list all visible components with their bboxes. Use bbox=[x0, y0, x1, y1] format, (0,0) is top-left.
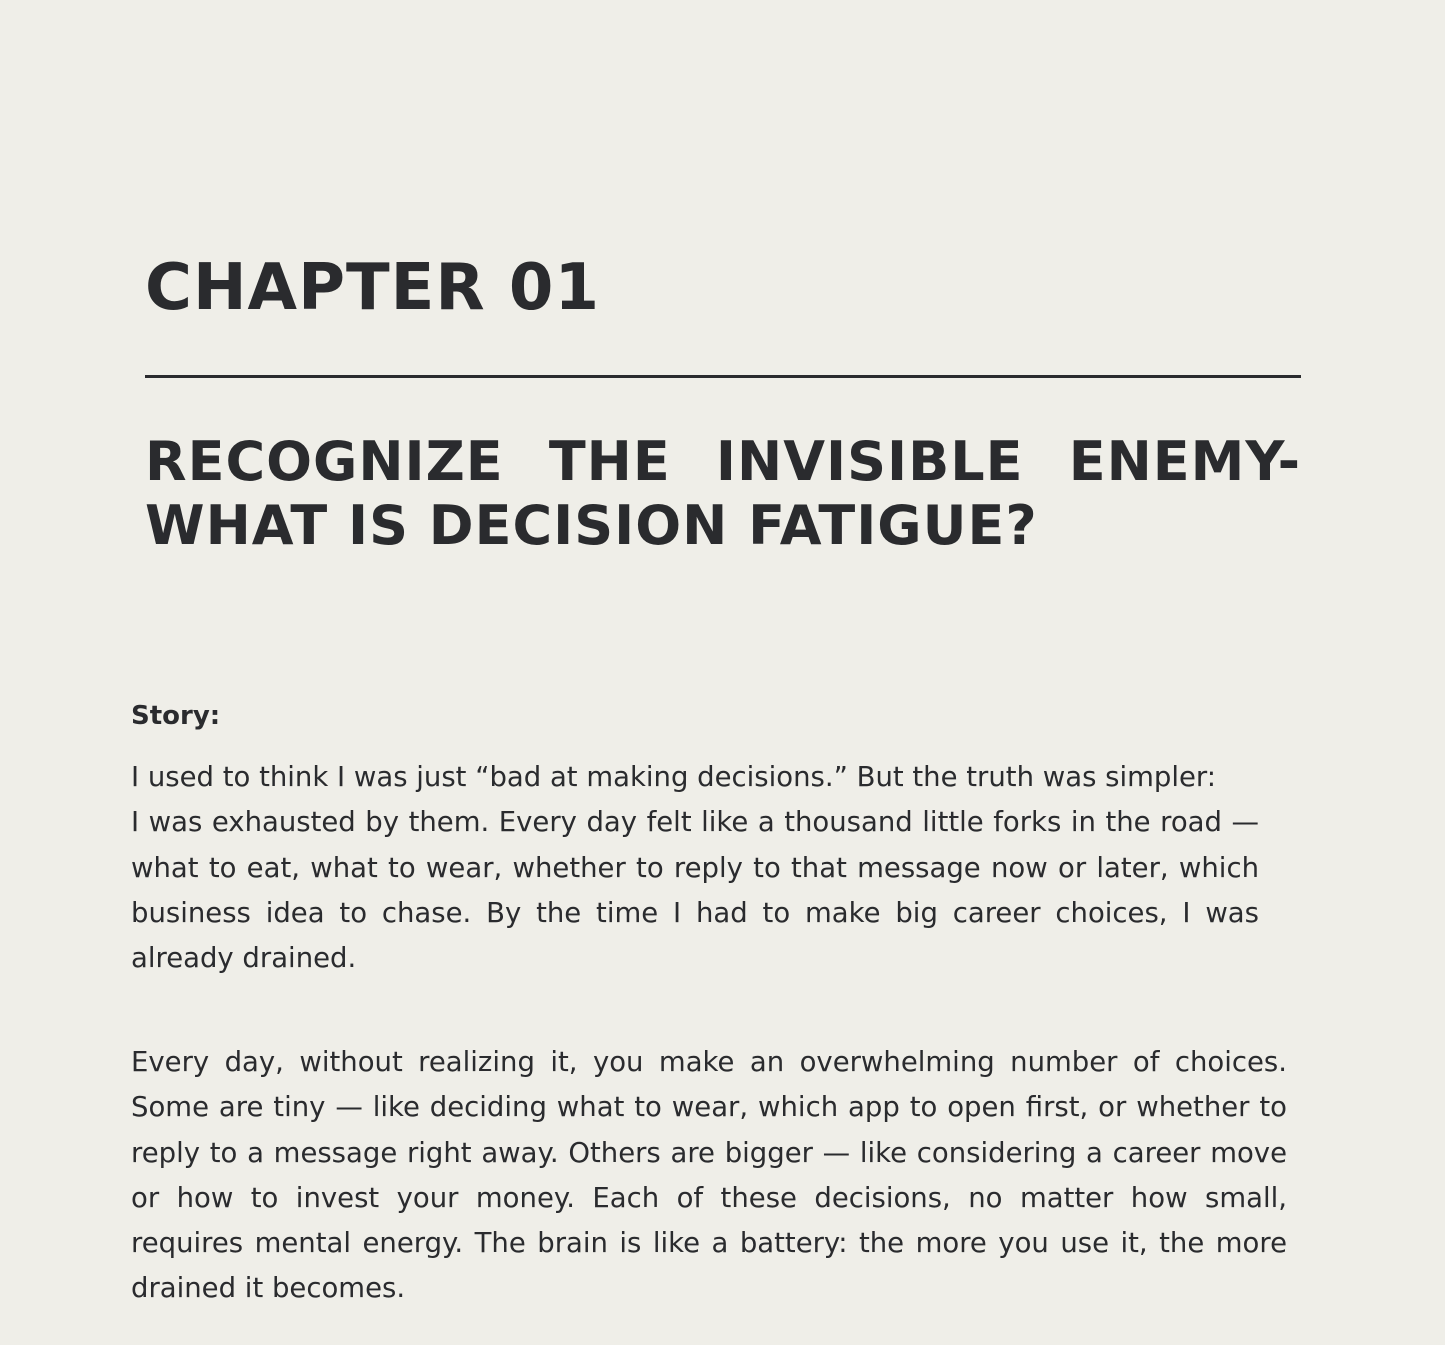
chapter-title bbox=[145, 430, 1301, 558]
title-word: ENEMY- bbox=[1068, 430, 1301, 493]
title-word: RECOGNIZE bbox=[145, 430, 504, 493]
title-word: INVISIBLE bbox=[715, 430, 1024, 493]
story-body-text: I was exhausted by them. Every day felt like a thousand little forks in the road — what to eat, what to wear, whether to reply to that message now or later, which business idea to chase. By the time I had to make big career choices, I was already drained. bbox=[131, 806, 1259, 975]
chapter-title-line-2: WHAT IS DECISION FATIGUE? bbox=[145, 494, 1038, 557]
story-label: Story: bbox=[131, 701, 221, 731]
chapter-number-heading: CHAPTER 01 bbox=[145, 251, 600, 325]
body-paragraph: Every day, without realizing it, you make an overwhelming number of choices. Some are tiny — like deciding what to wear, which app to open first, or whether to reply to a message right away. Others are bigger — like considering a career move or how to invest your money. Each of these decisions, no matter how small, requires mental energy. The brain is like a battery: the more you use it, the more drained it becomes. bbox=[131, 1046, 1287, 1305]
story-first-line: I used to think I was just “bad at making decisions.” But the truth was simpler: bbox=[131, 761, 1217, 793]
chapter-title-line-1 bbox=[145, 430, 1301, 494]
story-paragraph bbox=[131, 755, 1259, 981]
title-word: THE bbox=[548, 430, 671, 493]
heading-divider bbox=[145, 375, 1301, 378]
